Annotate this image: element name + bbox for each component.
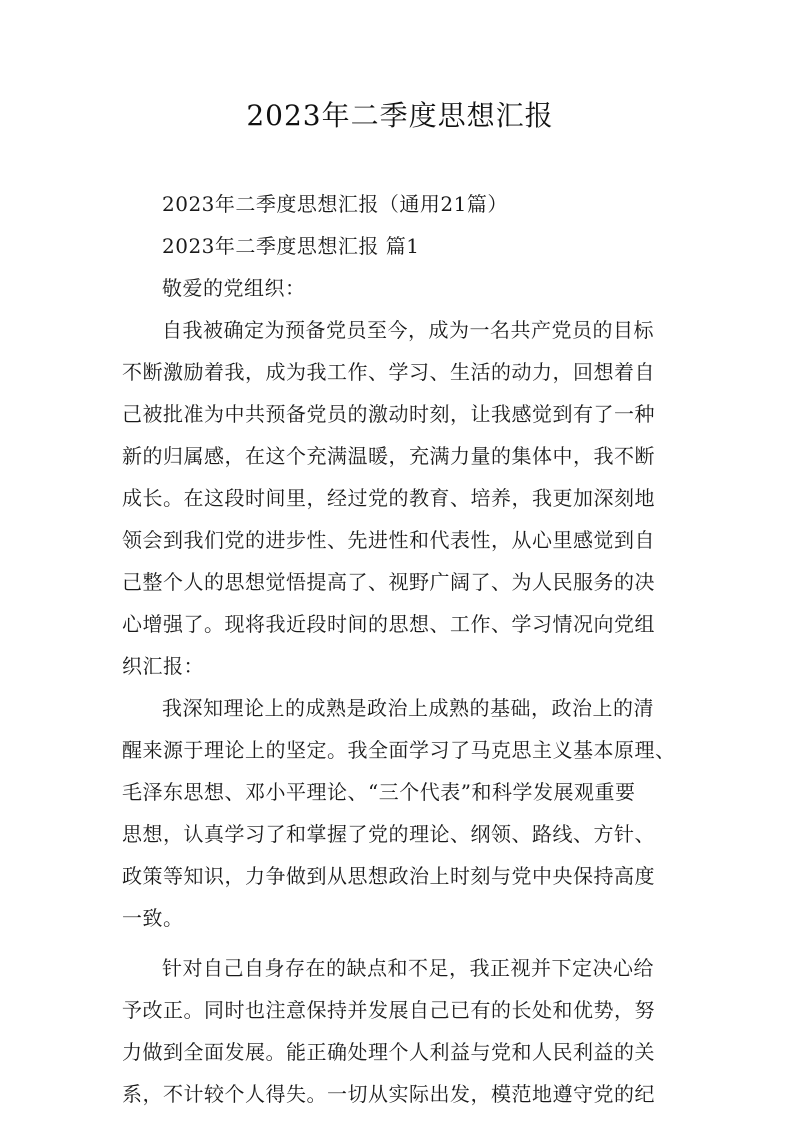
paragraph-line: 思想，认真学习了和掌握了党的理论、纲领、路线、方针、: [122, 822, 655, 846]
paragraph-line: 针对自己自身存在的缺点和不足，我正视并下定决心给: [162, 956, 654, 980]
paragraph-line: 织汇报：: [122, 654, 204, 678]
paragraph-line: 政策等知识，力争做到从思想政治上时刻与党中央保持高度: [122, 864, 655, 888]
paragraph-line: 毛泽东思想、邓小平理论、“三个代表”和科学发展观重要: [122, 780, 636, 804]
paragraph-line: 自我被确定为预备党员至今，成为一名共产党员的目标: [162, 318, 654, 342]
document-subtitle: 2023年二季度思想汇报（通用21篇）: [162, 192, 508, 216]
section-heading: 2023年二季度思想汇报 篇1: [162, 234, 420, 258]
document-body: [122, 183, 688, 1115]
paragraph-line: 予改正。同时也注意保持并发展自己已有的长处和优势，努: [122, 998, 655, 1022]
paragraph-1: [122, 309, 688, 687]
paragraph-line: 我深知理论上的成熟是政治上成熟的基础，政治上的清: [162, 696, 654, 720]
paragraph-spacer: [122, 939, 688, 947]
paragraph-line: 成长。在这段时间里，经过党的教育、培养，我更加深刻地: [122, 486, 655, 510]
paragraph-line: 新的归属感，在这个充满温暖，充满力量的集体中，我不断: [122, 444, 655, 468]
paragraph-line: 不断激励着我，成为我工作、学习、生活的动力，回想着自: [122, 360, 655, 384]
salutation: 敬爱的党组织：: [162, 276, 306, 300]
paragraph-2: [122, 687, 688, 939]
paragraph-line: 力做到全面发展。能正确处理个人利益与党和人民利益的关: [122, 1040, 655, 1064]
paragraph-line: 己被批准为中共预备党员的激动时刻，让我感觉到有了一种: [122, 402, 655, 426]
paragraph-line: 系，不计较个人得失。一切从实际出发，模范地遵守党的纪: [122, 1082, 655, 1106]
paragraph-line: 领会到我们党的进步性、先进性和代表性，从心里感觉到自: [122, 528, 655, 552]
document-title: 2023年二季度思想汇报: [246, 99, 554, 132]
paragraph-line: 醒来源于理论上的坚定。我全面学习了马克思主义基本原理、: [122, 738, 676, 762]
paragraph-line: 己整个人的思想觉悟提高了、视野广阔了、为人民服务的决: [122, 570, 655, 594]
paragraph-3: [122, 947, 688, 1115]
paragraph-line: 一致。: [122, 906, 184, 930]
paragraph-line: 心增强了。现将我近段时间的思想、工作、学习情况向党组: [122, 612, 655, 636]
